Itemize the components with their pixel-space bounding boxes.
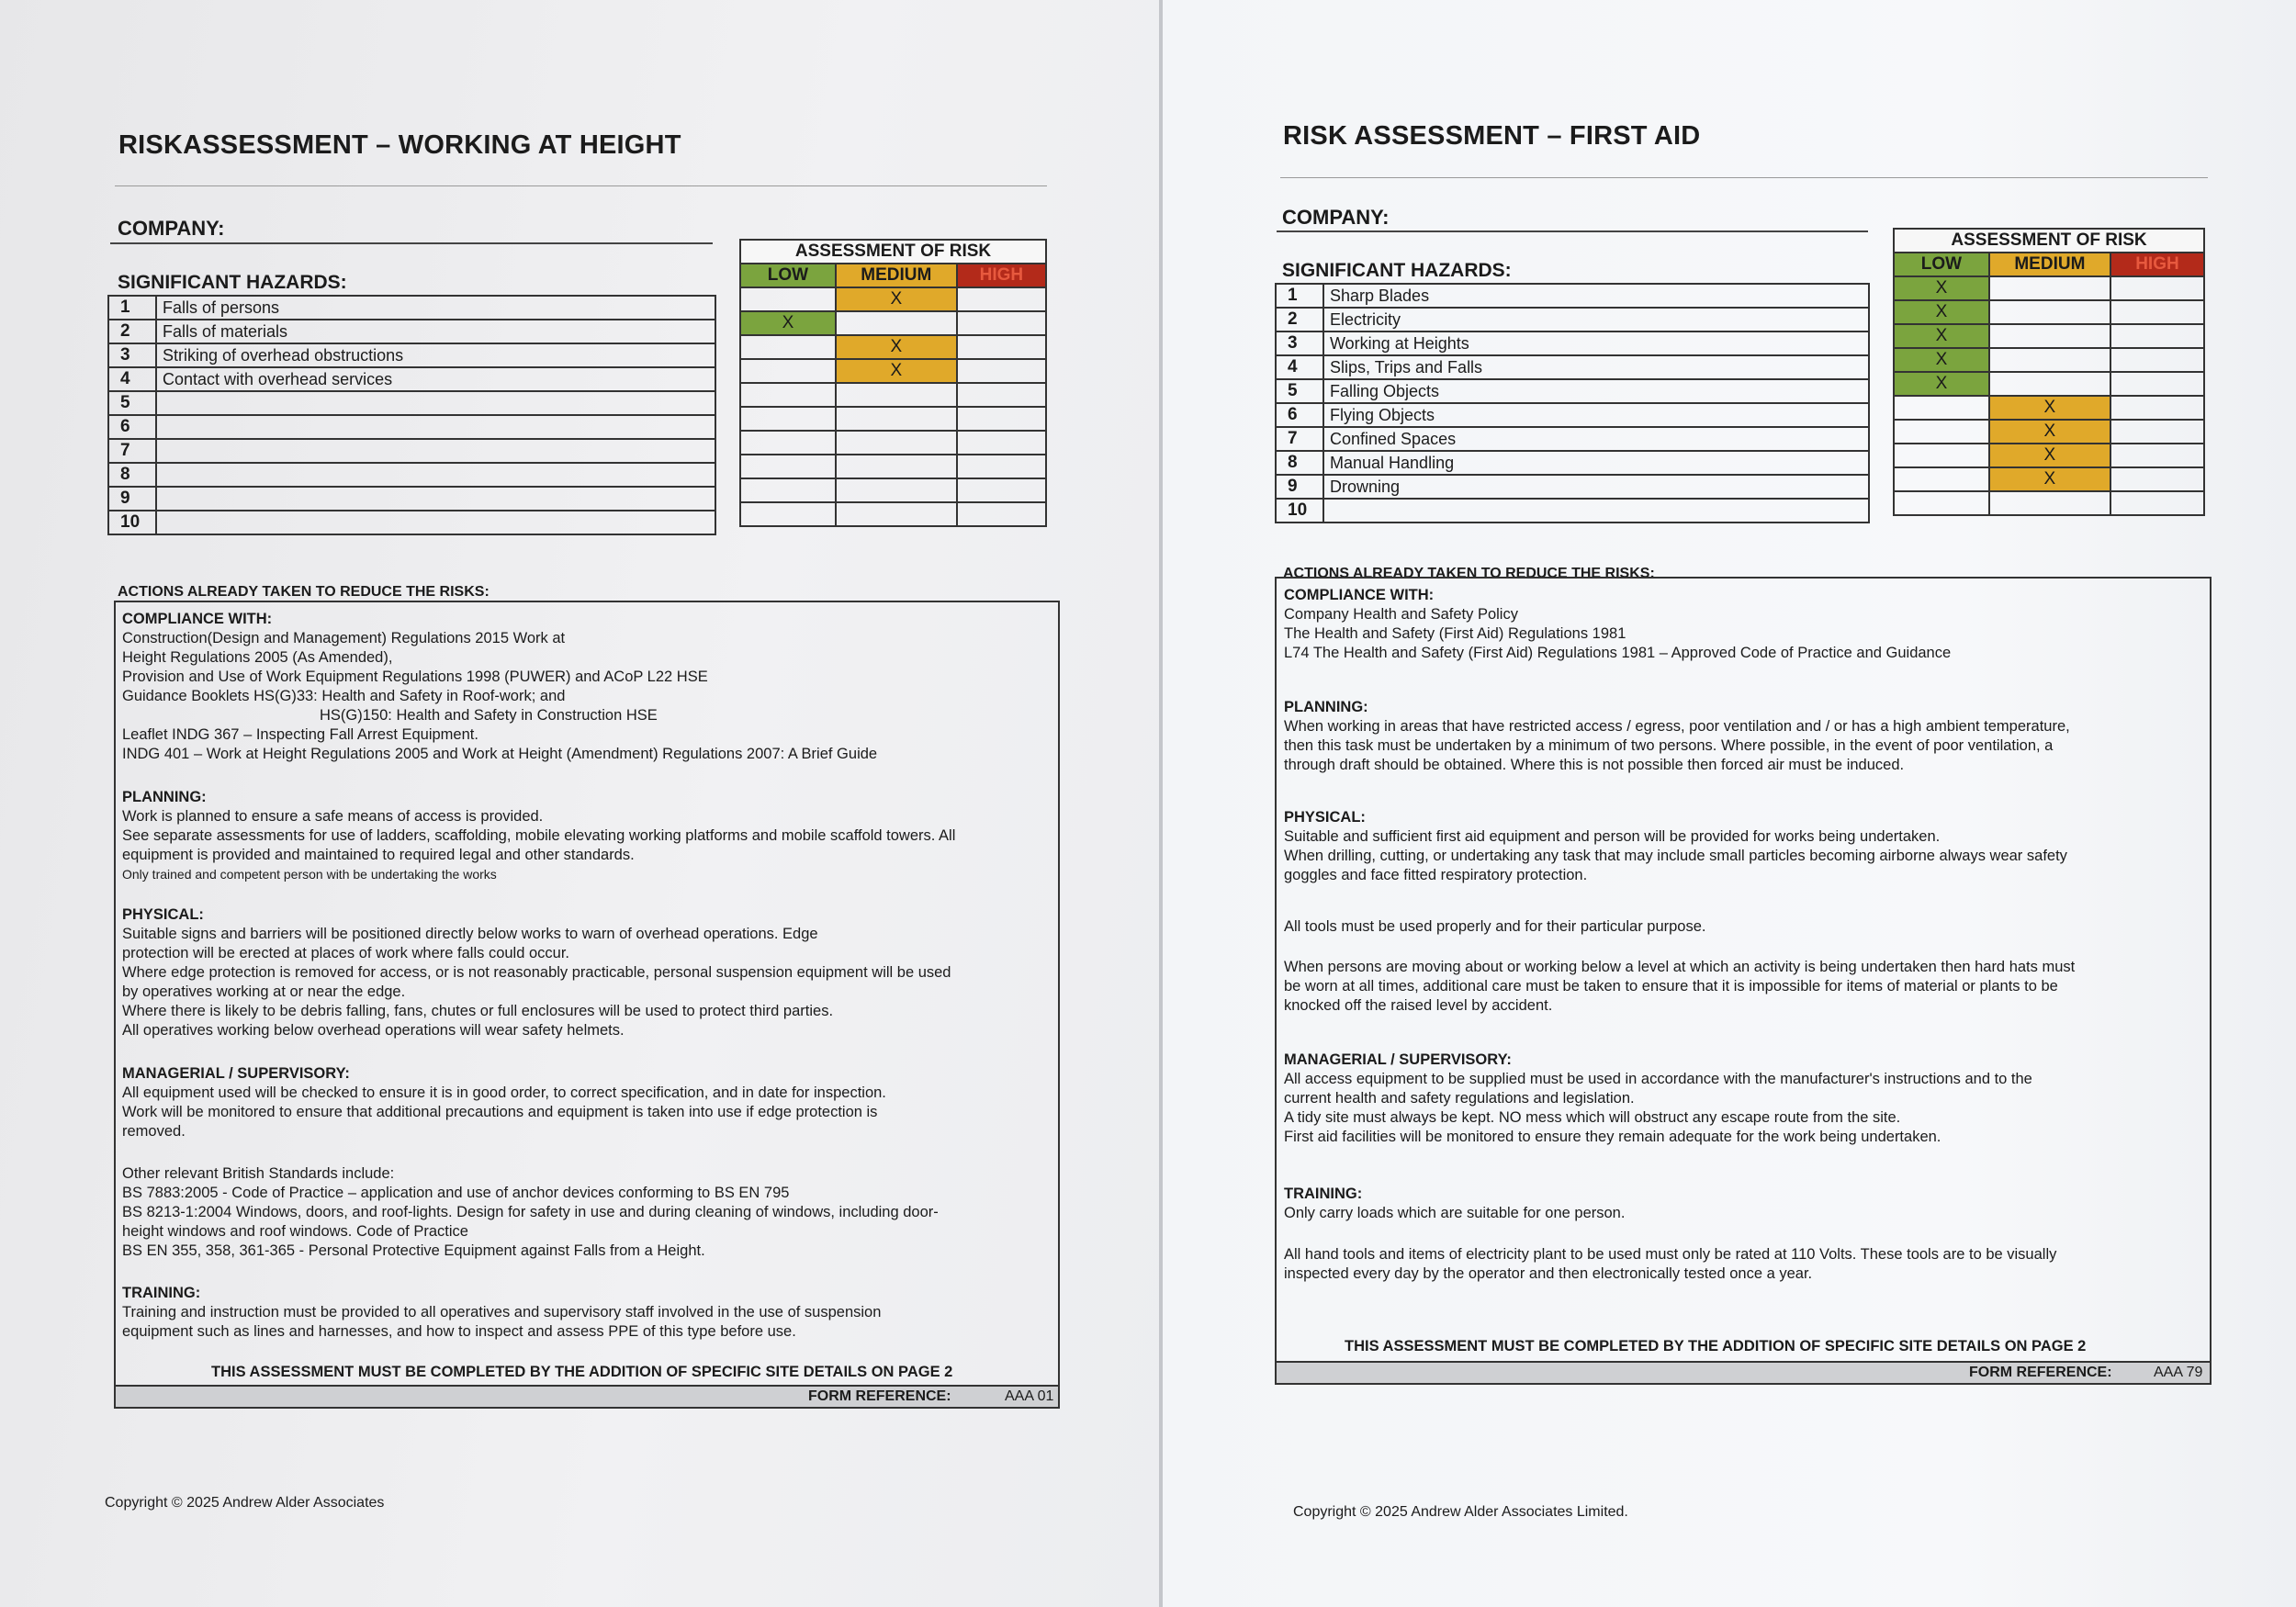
- right-risk-cell-medium: [1989, 324, 2110, 348]
- right-hazard-row: [1276, 475, 1869, 499]
- left-hazard-text: [156, 511, 715, 534]
- right-planning-line: through draft should be obtained. Where this is not possible then forced air must be induced.: [1284, 757, 1905, 773]
- right-hazard-number: 8: [1276, 451, 1323, 475]
- right-risk-cell-medium: [1989, 491, 2110, 515]
- right-risk-cell-high: [2110, 324, 2204, 348]
- left-compliance-line: Height Regulations 2005 (As Amended),: [122, 649, 393, 666]
- right-hazard-row: [1276, 284, 1869, 308]
- right-hazard-row: [1276, 451, 1869, 475]
- left-risk-row: [740, 383, 1046, 407]
- left-hazard-number: 2: [108, 320, 156, 343]
- left-standards-line: BS EN 355, 358, 361-365 - Personal Protective Equipment against Falls from a Height.: [122, 1242, 705, 1259]
- left-assessment-label: ASSESSMENT OF RISK: [740, 240, 1046, 264]
- left-hazard-number: 6: [108, 415, 156, 439]
- left-risk-cell-medium: [836, 383, 957, 407]
- right-hazard-text: Working at Heights: [1323, 332, 1869, 355]
- right-managerial-section: [1284, 1051, 2032, 1147]
- right-risk-cell-medium: [1989, 348, 2110, 372]
- right-hazard-number: 7: [1276, 427, 1323, 451]
- right-risk-row: [1894, 348, 2204, 372]
- right-risk-row: [1894, 467, 2204, 491]
- right-managerial-line: All access equipment to be supplied must be used in accordance with the manufacturer's instructions and to the: [1284, 1071, 2032, 1087]
- right-training-section: [1284, 1185, 1625, 1223]
- left-physical-line: protection will be erected at places of work where falls could occur.: [122, 945, 569, 961]
- right-hazard-number: 1: [1276, 284, 1323, 308]
- left-actions-label: ACTIONS ALREADY TAKEN TO REDUCE THE RISKS:: [118, 584, 490, 600]
- left-standards-line: BS 8213-1:2004 Windows, doors, and roof-lights. Design for safety in use and during cleaning of windows, including door-: [122, 1204, 939, 1220]
- right-risk-cell-medium: X: [1989, 467, 2110, 491]
- left-training-section: [122, 1284, 881, 1342]
- right-risk-cell-low: [1894, 396, 1989, 420]
- right-copyright: Copyright © 2025 Andrew Alder Associates Limited.: [1293, 1504, 1628, 1520]
- right-training-heading: TRAINING:: [1284, 1186, 1363, 1202]
- right-compliance-line: L74 The Health and Safety (First Aid) Regulations 1981 – Approved Code of Practice and Guidance: [1284, 645, 1952, 661]
- left-physical-heading: PHYSICAL:: [122, 906, 204, 923]
- left-hazard-row: [108, 415, 715, 439]
- left-training-line: equipment such as lines and harnesses, and how to inspect and assess PPE of this type before use.: [122, 1323, 796, 1340]
- left-risk-cell-low: [740, 478, 836, 502]
- right-must-complete-note: THIS ASSESSMENT MUST BE COMPLETED BY THE ADDITION OF SPECIFIC SITE DETAILS ON PAGE 2: [1345, 1338, 2087, 1354]
- left-risk-row: [740, 478, 1046, 502]
- right-planning-heading: PLANNING:: [1284, 699, 1368, 715]
- right-risk-row: [1894, 300, 2204, 324]
- left-risk-cell-medium: [836, 455, 957, 478]
- left-copyright: Copyright © 2025 Andrew Alder Associates: [105, 1495, 385, 1511]
- left-compliance-heading: COMPLIANCE WITH:: [122, 611, 273, 627]
- right-training-line: Only carry loads which are suitable for one person.: [1284, 1205, 1626, 1221]
- left-hazard-row: [108, 320, 715, 343]
- left-risk-cell-high: [957, 478, 1046, 502]
- right-compliance-line: The Health and Safety (First Aid) Regulations 1981: [1284, 625, 1626, 642]
- right-hazard-row: [1276, 355, 1869, 379]
- right-title-rule: [1280, 177, 2208, 178]
- right-hardhat-section: [1284, 958, 2075, 1016]
- right-hazard-row: [1276, 332, 1869, 355]
- left-risk-cell-low: [740, 287, 836, 311]
- left-planning-heading: PLANNING:: [122, 789, 207, 805]
- left-risk-cell-high: [957, 311, 1046, 335]
- right-form-ref-label: FORM REFERENCE:: [1969, 1365, 2112, 1380]
- left-risk-cell-low: [740, 455, 836, 478]
- right-physical-line: Suitable and sufficient first aid equipment and person will be provided for works being undertaken.: [1284, 828, 1941, 845]
- left-hazard-number: 7: [108, 439, 156, 463]
- left-standards-line: Other relevant British Standards include:: [122, 1165, 395, 1182]
- left-risk-cell-medium: [836, 502, 957, 526]
- left-title-rule: [115, 185, 1047, 186]
- right-hazard-row: [1276, 379, 1869, 403]
- left-risk-cell-high: [957, 407, 1046, 431]
- left-hazard-text: [156, 391, 715, 415]
- left-hazard-number: 5: [108, 391, 156, 415]
- right-managerial-line: A tidy site must always be kept. NO mess which will obstruct any escape route from the site.: [1284, 1109, 1901, 1126]
- right-document-page: [1159, 0, 2296, 1607]
- right-planning-section: [1284, 698, 2070, 775]
- right-risk-cell-low: [1894, 467, 1989, 491]
- left-risk-cell-medium: [836, 407, 957, 431]
- left-planning-line: See separate assessments for use of ladders, scaffolding, mobile elevating working platforms and mobile scaffold towers. All: [122, 827, 956, 844]
- right-risk-row: [1894, 396, 2204, 420]
- left-compliance-line: Guidance Booklets HS(G)33: Health and Safety in Roof-work; and: [122, 688, 566, 704]
- left-hazard-number: 3: [108, 343, 156, 367]
- left-hazard-number: 10: [108, 511, 156, 534]
- right-assessment-label: ASSESSMENT OF RISK: [1894, 229, 2204, 253]
- right-risk-cell-medium: [1989, 276, 2110, 300]
- left-risk-cell-low: [740, 383, 836, 407]
- right-risk-cell-high: [2110, 372, 2204, 396]
- left-medium-header: MEDIUM: [836, 264, 957, 287]
- left-risk-cell-medium: X: [836, 359, 957, 383]
- right-compliance-line: Company Health and Safety Policy: [1284, 606, 1518, 623]
- right-electric-line: All hand tools and items of electricity plant to be used must only be rated at 110 Volts. These tools are to be visually: [1284, 1246, 2057, 1263]
- right-risk-cell-high: [2110, 396, 2204, 420]
- right-hardhat-line: be worn at all times, additional care must be taken to ensure that it is impossible for items of material or plants to be: [1284, 978, 2058, 995]
- left-company-label: COMPANY:: [118, 217, 225, 240]
- right-risk-cell-high: [2110, 300, 2204, 324]
- left-company-line: [110, 242, 713, 244]
- right-risk-cell-high: [2110, 348, 2204, 372]
- left-hazard-text: Contact with overhead services: [156, 367, 715, 391]
- left-risk-table: [739, 239, 1047, 527]
- left-hazard-row: [108, 487, 715, 511]
- right-hazards-label: SIGNIFICANT HAZARDS:: [1282, 260, 1512, 281]
- left-risk-cell-low: [740, 502, 836, 526]
- left-compliance-section: [122, 610, 877, 764]
- right-risk-cell-low: X: [1894, 300, 1989, 324]
- left-risk-cell-high: [957, 383, 1046, 407]
- left-risk-row: [740, 431, 1046, 455]
- right-actions-label: ACTIONS ALREADY TAKEN TO REDUCE THE RISKS:: [1283, 566, 1655, 581]
- left-hazard-text: Falls of materials: [156, 320, 715, 343]
- left-hazard-row: [108, 463, 715, 487]
- right-risk-cell-high: [2110, 420, 2204, 444]
- right-medium-header: MEDIUM: [1989, 253, 2110, 276]
- right-hazard-row: [1276, 308, 1869, 332]
- left-hazard-row: [108, 391, 715, 415]
- left-hazard-number: 9: [108, 487, 156, 511]
- right-risk-cell-high: [2110, 444, 2204, 467]
- left-hazard-text: [156, 463, 715, 487]
- right-hazard-number: 6: [1276, 403, 1323, 427]
- left-title: RISKASSESSMENT – WORKING AT HEIGHT: [118, 130, 681, 160]
- left-physical-line: Where edge protection is removed for access, or is not reasonably practicable, personal suspension equipment will be used: [122, 964, 951, 981]
- right-tools-note: All tools must be used properly and for their particular purpose.: [1284, 918, 1706, 935]
- right-hazard-row: [1276, 499, 1869, 523]
- left-must-complete-note: THIS ASSESSMENT MUST BE COMPLETED BY THE ADDITION OF SPECIFIC SITE DETAILS ON PAGE 2: [211, 1364, 953, 1380]
- left-managerial-section: [122, 1064, 886, 1141]
- left-physical-line: All operatives working below overhead operations will wear safety helmets.: [122, 1022, 625, 1039]
- right-risk-row: [1894, 491, 2204, 515]
- right-risk-cell-medium: X: [1989, 444, 2110, 467]
- left-risk-cell-medium: [836, 431, 957, 455]
- left-risk-cell-medium: [836, 311, 957, 335]
- right-risk-row: [1894, 420, 2204, 444]
- right-hazard-text: Flying Objects: [1323, 403, 1869, 427]
- left-physical-section: [122, 905, 951, 1040]
- right-planning-line: then this task must be undertaken by a minimum of two persons. Where possible, in the event of poor ventilation, a: [1284, 737, 2054, 754]
- right-compliance-section: [1284, 586, 1951, 663]
- right-electric-line: inspected every day by the operator and then electronically tested once a year.: [1284, 1265, 1813, 1282]
- left-planning-line: equipment is provided and maintained to required legal and other standards.: [122, 847, 635, 863]
- left-risk-cell-low: [740, 359, 836, 383]
- left-hazard-row: [108, 296, 715, 320]
- right-hazard-text: Electricity: [1323, 308, 1869, 332]
- left-risk-row: [740, 407, 1046, 431]
- left-hazard-number: 8: [108, 463, 156, 487]
- right-risk-cell-low: X: [1894, 348, 1989, 372]
- right-managerial-line: First aid facilities will be monitored to ensure they remain adequate for the work being undertaken.: [1284, 1129, 1941, 1145]
- right-form-ref-value: AAA 79: [2154, 1365, 2203, 1380]
- right-physical-line: goggles and face fitted respiratory protection.: [1284, 867, 1588, 883]
- left-risk-row: [740, 359, 1046, 383]
- left-training-line: Training and instruction must be provided to all operatives and supervisory staff involved in the use of suspension: [122, 1304, 882, 1320]
- right-risk-row: [1894, 276, 2204, 300]
- right-compliance-heading: COMPLIANCE WITH:: [1284, 587, 1435, 603]
- right-risk-cell-low: X: [1894, 324, 1989, 348]
- left-risk-cell-high: [957, 431, 1046, 455]
- left-compliance-line: Construction(Design and Management) Regulations 2015 Work at: [122, 630, 566, 646]
- left-compliance-line: HS(G)150: Health and Safety in Construction HSE: [320, 707, 658, 724]
- right-hardhat-line: When persons are moving about or working below a level at which an activity is being undertaken then hard hats must: [1284, 959, 2076, 975]
- left-physical-line: Suitable signs and barriers will be positioned directly below works to warn of overhead operations. Edge: [122, 926, 818, 942]
- right-hazard-number: 10: [1276, 499, 1323, 523]
- left-form-reference-bar: [116, 1385, 1058, 1407]
- left-hazard-row: [108, 343, 715, 367]
- right-risk-cell-medium: X: [1989, 420, 2110, 444]
- left-planning-line: Work is planned to ensure a safe means of access is provided.: [122, 808, 544, 825]
- left-standards-line: height windows and roof windows. Code of Practice: [122, 1223, 468, 1240]
- left-managerial-line: removed.: [122, 1123, 186, 1140]
- left-hazards-label: SIGNIFICANT HAZARDS:: [118, 272, 347, 293]
- left-risk-cell-high: [957, 455, 1046, 478]
- left-standards-line: BS 7883:2005 - Code of Practice – application and use of anchor devices conforming to BS EN 795: [122, 1185, 790, 1201]
- left-physical-line: by operatives working at or near the edge.: [122, 983, 406, 1000]
- left-risk-cell-medium: X: [836, 335, 957, 359]
- right-risk-cell-low: [1894, 444, 1989, 467]
- left-hazard-row: [108, 439, 715, 463]
- left-hazard-text: [156, 439, 715, 463]
- right-planning-line: When working in areas that have restricted access / egress, poor ventilation and / or has a high ambient temperature,: [1284, 718, 2070, 735]
- left-low-header: LOW: [740, 264, 836, 287]
- right-hazard-row: [1276, 403, 1869, 427]
- right-actions-box: [1275, 577, 2212, 1385]
- left-hazard-number: 1: [108, 296, 156, 320]
- left-hazard-row: [108, 367, 715, 391]
- left-risk-cell-low: [740, 431, 836, 455]
- right-risk-cell-medium: [1989, 372, 2110, 396]
- left-hazard-text: [156, 415, 715, 439]
- left-planning-section: [122, 788, 955, 884]
- right-hazard-text: Drowning: [1323, 475, 1869, 499]
- right-title: RISK ASSESSMENT – FIRST AID: [1283, 121, 1701, 151]
- right-low-header: LOW: [1894, 253, 1989, 276]
- right-risk-row: [1894, 444, 2204, 467]
- left-compliance-line: Leaflet INDG 367 – Inspecting Fall Arrest Equipment.: [122, 726, 478, 743]
- left-standards-section: [122, 1164, 939, 1261]
- right-form-reference-bar: [1277, 1361, 2210, 1383]
- left-risk-cell-low: X: [740, 311, 836, 335]
- left-training-heading: TRAINING:: [122, 1285, 201, 1301]
- right-hazard-number: 4: [1276, 355, 1323, 379]
- right-risk-cell-high: [2110, 276, 2204, 300]
- left-hazards-table: [107, 295, 716, 535]
- right-risk-row: [1894, 324, 2204, 348]
- right-high-header: HIGH: [2110, 253, 2204, 276]
- right-hazard-text: [1323, 499, 1869, 523]
- right-risk-cell-low: [1894, 491, 1989, 515]
- right-hardhat-line: knocked off the raised level by accident.: [1284, 997, 1553, 1014]
- left-risk-row: [740, 311, 1046, 335]
- left-managerial-line: Work will be monitored to ensure that additional precautions and equipment is taken into use if edge protection is: [122, 1104, 878, 1120]
- left-risk-cell-high: [957, 502, 1046, 526]
- right-hazard-text: Manual Handling: [1323, 451, 1869, 475]
- right-hazard-text: Confined Spaces: [1323, 427, 1869, 451]
- right-hazards-table: [1275, 283, 1870, 523]
- right-physical-section: [1284, 808, 2067, 885]
- right-hazard-row: [1276, 427, 1869, 451]
- left-managerial-heading: MANAGERIAL / SUPERVISORY:: [122, 1065, 350, 1082]
- left-hazard-number: 4: [108, 367, 156, 391]
- left-risk-cell-high: [957, 287, 1046, 311]
- right-hazard-text: Slips, Trips and Falls: [1323, 355, 1869, 379]
- right-risk-cell-medium: X: [1989, 396, 2110, 420]
- left-actions-box: [114, 601, 1060, 1409]
- right-risk-cell-medium: [1989, 300, 2110, 324]
- right-risk-table: [1893, 228, 2205, 516]
- right-hazard-number: 3: [1276, 332, 1323, 355]
- left-form-ref-value: AAA 01: [1005, 1388, 1054, 1404]
- left-risk-cell-medium: [836, 478, 957, 502]
- left-risk-cell-high: [957, 335, 1046, 359]
- left-risk-cell-low: [740, 407, 836, 431]
- left-risk-cell-medium: X: [836, 287, 957, 311]
- left-hazard-text: Falls of persons: [156, 296, 715, 320]
- left-high-header: HIGH: [957, 264, 1046, 287]
- left-hazard-text: [156, 487, 715, 511]
- right-risk-cell-low: X: [1894, 276, 1989, 300]
- left-risk-cell-high: [957, 359, 1046, 383]
- right-hazard-text: Sharp Blades: [1323, 284, 1869, 308]
- right-hazard-text: Falling Objects: [1323, 379, 1869, 403]
- left-risk-row: [740, 335, 1046, 359]
- left-compliance-line: Provision and Use of Work Equipment Regulations 1998 (PUWER) and ACoP L22 HSE: [122, 669, 708, 685]
- right-hazard-number: 2: [1276, 308, 1323, 332]
- right-electric-section: [1284, 1245, 2056, 1284]
- right-physical-line: When drilling, cutting, or undertaking any task that may include small particles becoming airborne always wear safety: [1284, 848, 2067, 864]
- right-company-label: COMPANY:: [1282, 206, 1390, 229]
- right-risk-cell-low: [1894, 420, 1989, 444]
- right-managerial-heading: MANAGERIAL / SUPERVISORY:: [1284, 1051, 1512, 1068]
- left-hazard-text: Striking of overhead obstructions: [156, 343, 715, 367]
- right-risk-cell-high: [2110, 491, 2204, 515]
- right-managerial-line: current health and safety regulations and legislation.: [1284, 1090, 1635, 1107]
- left-risk-row: [740, 287, 1046, 311]
- right-risk-row: [1894, 372, 2204, 396]
- right-risk-cell-high: [2110, 467, 2204, 491]
- right-physical-heading: PHYSICAL:: [1284, 809, 1366, 826]
- right-hazard-number: 9: [1276, 475, 1323, 499]
- left-compliance-line: INDG 401 – Work at Height Regulations 2005 and Work at Height (Amendment) Regulations 2007: A Brief Guide: [122, 746, 878, 762]
- left-physical-line: Where there is likely to be debris falling, fans, chutes or full enclosures will be used to protect third parties.: [122, 1003, 834, 1019]
- left-hazard-row: [108, 511, 715, 534]
- left-planning-note: Only trained and competent person with be undertaking the works: [122, 867, 497, 882]
- right-company-line: [1277, 230, 1868, 232]
- left-risk-cell-low: [740, 335, 836, 359]
- left-managerial-line: All equipment used will be checked to ensure it is in good order, to correct specification, and in date for inspection.: [122, 1084, 886, 1101]
- left-risk-row: [740, 502, 1046, 526]
- right-hazard-number: 5: [1276, 379, 1323, 403]
- right-risk-cell-low: X: [1894, 372, 1989, 396]
- left-risk-row: [740, 455, 1046, 478]
- left-form-ref-label: FORM REFERENCE:: [808, 1388, 951, 1404]
